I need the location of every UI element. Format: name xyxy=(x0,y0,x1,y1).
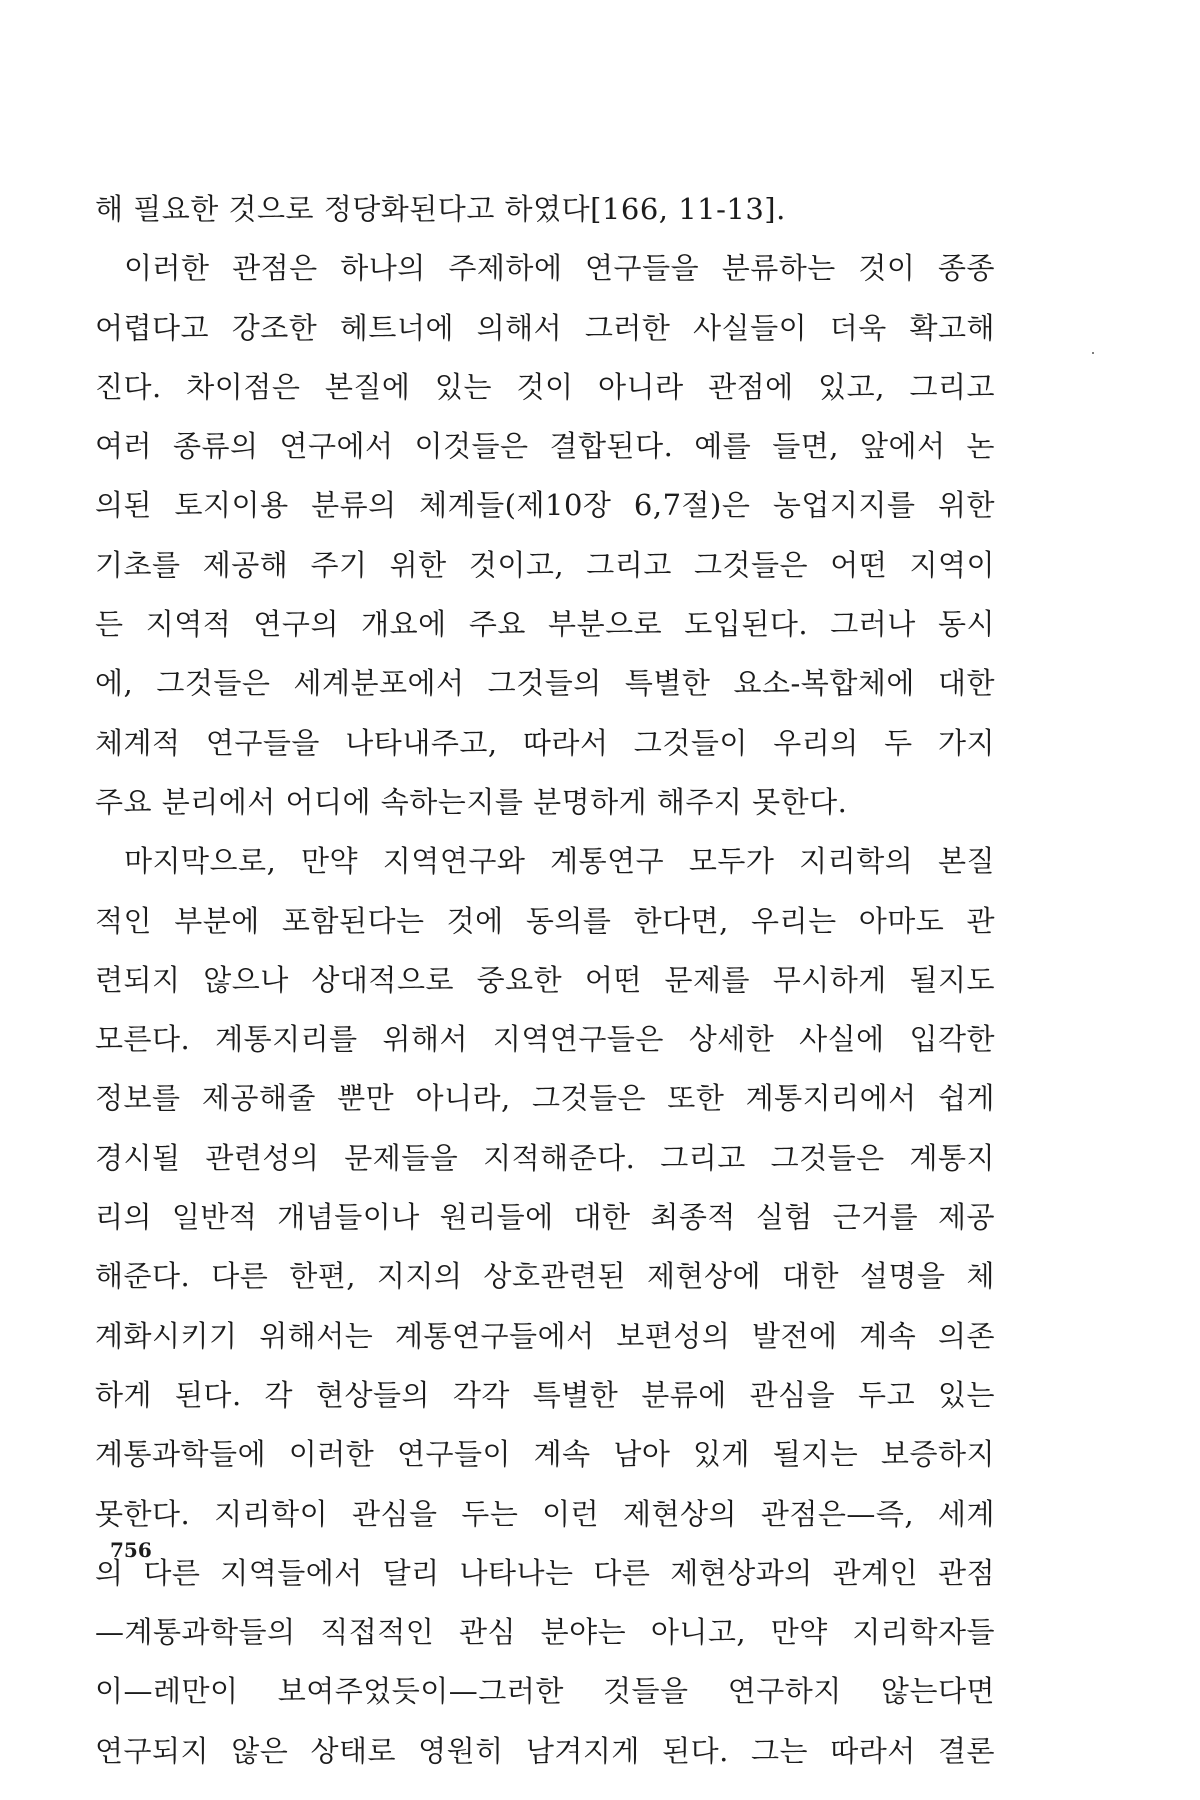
text-line: 연구되지 않은 상태로 영원히 남겨지게 된다. 그는 따라서 결론 xyxy=(95,1733,995,1768)
text-line: 진다. 차이점은 본질에 있는 것이 아니라 관점에 있고, 그리고 xyxy=(95,369,995,404)
text-line: 련되지 않으나 상대적으로 중요한 어떤 문제를 무시하게 될지도 xyxy=(95,962,995,997)
text-line: 해준다. 다른 한편, 지지의 상호관련된 제현상에 대한 설명을 체 xyxy=(95,1259,995,1294)
text-line: 하게 된다. 각 현상들의 각각 특별한 분류에 관심을 두고 있는 xyxy=(95,1377,995,1412)
text-line: 의 다른 지역들에서 달리 나타나는 다른 제현상과의 관계인 관점 xyxy=(95,1555,995,1590)
text-line: 경시될 관련성의 문제들을 지적해준다. 그리고 그것들은 계통지 xyxy=(95,1140,995,1175)
text-line: 리의 일반적 개념들이나 원리들에 대한 최종적 실험 근거를 제공 xyxy=(95,1200,995,1235)
text-line: 여러 종류의 연구에서 이것들은 결합된다. 예를 들면, 앞에서 논 xyxy=(95,429,995,464)
scan-speck xyxy=(1092,352,1094,354)
page-number: 756 xyxy=(110,1538,152,1562)
text-line: 계통과학들에 이러한 연구들이 계속 남아 있게 될지는 보증하지 xyxy=(95,1437,995,1472)
text-line: 에, 그것들은 세계분포에서 그것들의 특별한 요소-복합체에 대한 xyxy=(95,666,995,701)
text-line: 의된 토지이용 분류의 체계들(제10장 6,7절)은 농업지지를 위한 xyxy=(95,488,995,523)
text-line: 어렵다고 강조한 헤트너에 의해서 그러한 사실들이 더욱 확고해 xyxy=(95,310,995,345)
text-line: 이—레만이 보여주었듯이—그러한 것들을 연구하지 않는다면 xyxy=(95,1674,995,1709)
text-line: 체계적 연구들을 나타내주고, 따라서 그것들이 우리의 두 가지 xyxy=(95,725,995,760)
text-line: 기초를 제공해 주기 위한 것이고, 그리고 그것들은 어떤 지역이 xyxy=(95,547,995,582)
text-line: 못한다. 지리학이 관심을 두는 이런 제현상의 관점은—즉, 세계 xyxy=(95,1496,995,1531)
text-line: 든 지역적 연구의 개요에 주요 부분으로 도입된다. 그러나 동시 xyxy=(95,607,995,642)
text-line: 계화시키기 위해서는 계통연구들에서 보편성의 발전에 계속 의존 xyxy=(95,1318,995,1353)
text-line: 이러한 관점은 하나의 주제하에 연구들을 분류하는 것이 종종 xyxy=(124,251,995,286)
text-line: 해 필요한 것으로 정당화된다고 하였다[166, 11-13]. xyxy=(95,192,786,226)
text-line: 주요 분리에서 어디에 속하는지를 분명하게 해주지 못한다. xyxy=(95,784,848,819)
text-line: —계통과학들의 직접적인 관심 분야는 아니고, 만약 지리학자들 xyxy=(95,1615,995,1650)
text-line: 모른다. 계통지리를 위해서 지역연구들은 상세한 사실에 입각한 xyxy=(95,1022,995,1057)
text-line: 적인 부분에 포함된다는 것에 동의를 한다면, 우리는 아마도 관 xyxy=(95,903,995,938)
body-text xyxy=(95,180,995,1781)
text-line: 정보를 제공해줄 뿐만 아니라, 그것들은 또한 계통지리에서 쉽게 xyxy=(95,1081,995,1116)
text-line: 마지막으로, 만약 지역연구와 계통연구 모두가 지리학의 본질 xyxy=(124,844,995,879)
